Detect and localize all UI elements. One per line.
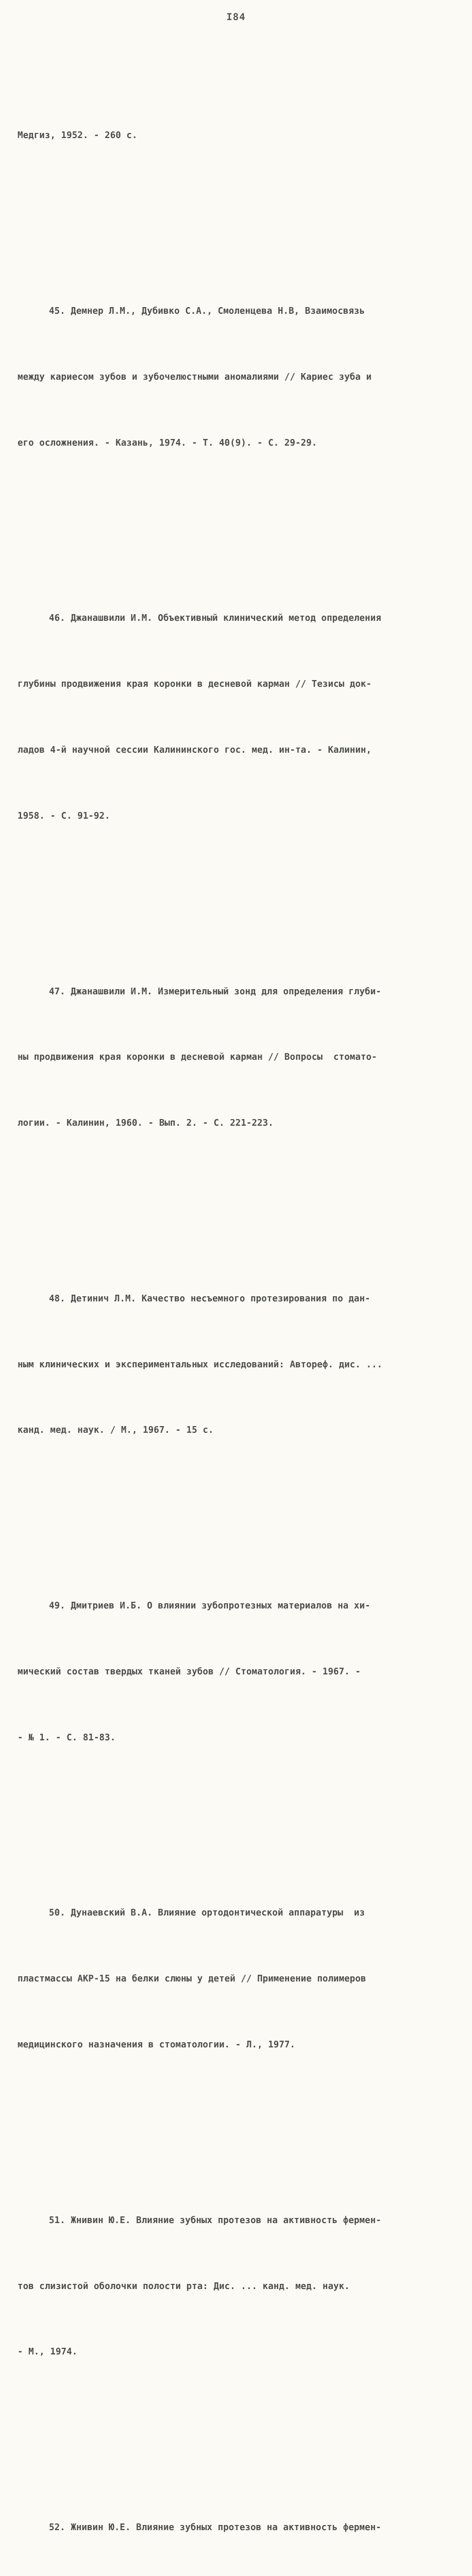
text-line: ны продвижения края коронки в десневой карман // Вопросы стомато-: [18, 1052, 377, 1063]
bibliography-entry-continuation: [18, 81, 461, 191]
text-line: его осложнения. - Казань, 1974. - Т. 40(9). - С. 29-29.: [18, 437, 317, 448]
bibliography-entry-45: [18, 257, 461, 498]
bibliography-entry-52: [18, 2473, 461, 2576]
bibliography-entry-47: [18, 937, 461, 1178]
text-line: пластмассы АКР-15 на белки слюны у детей // Применение полимеров: [18, 1974, 366, 1985]
bibliography-entry-51: [18, 2166, 461, 2408]
bibliography-entry-49: [18, 1551, 461, 1793]
text-line: канд. мед. наук. / М., 1967. - 15 с.: [18, 1425, 214, 1436]
text-line: 46. Джанашвили И.М. Объективный клинический метод определения: [49, 613, 381, 624]
text-line: 48. Детинич Л.М. Качество несъемного протезирования по дан-: [49, 1293, 370, 1304]
text-line: мический состав твердых тканей зубов // Стоматология. - 1967. -: [18, 1666, 361, 1677]
text-line: - М., 1974.: [18, 2347, 78, 2358]
text-line: тов слизистой оболочки полости рта: Дис. ... канд. мед. наук.: [18, 2281, 350, 2292]
text-line: Медгиз, 1952. - 260 с.: [18, 130, 138, 141]
text-line: логии. - Калинин, 1960. - Вып. 2. - С. 221-223.: [18, 1118, 274, 1129]
text-line: 49. Дмитриев И.Б. О влиянии зубопротезных материалов на хи-: [49, 1601, 370, 1612]
page-number: I84: [226, 11, 246, 23]
bibliography-list: [18, 37, 461, 2576]
bibliography-entry-50: [18, 1858, 461, 2100]
text-line: 52. Жнивин Ю.Е. Влияние зубных протезов на активность фермен-: [49, 2522, 381, 2533]
text-line: ным клинических и экспериментальных исследований: Автореф. дис. ...: [18, 1359, 383, 1370]
text-line: - № 1. - С. 81-83.: [18, 1732, 116, 1743]
text-line: 50. Дунаевский В.А. Влияние ортодонтической аппаратуры из: [49, 1908, 365, 1919]
text-line: 1958. - С. 91-92.: [18, 810, 110, 821]
text-line: ладов 4-й научной сессии Калининского гос. мед. ин-та. - Калинин,: [18, 745, 372, 755]
text-line: 51. Жнивин Ю.Е. Влияние зубных протезов на активность фермен-: [49, 2215, 381, 2226]
text-line: медицинского назначения в стоматологии. - Л., 1977.: [18, 2040, 296, 2050]
text-line: глубины продвижения края коронки в десневой карман // Тезисы док-: [18, 679, 372, 690]
text-line: 45. Демнер Л.М., Дубивко С.А., Смоленцева Н.В, Взаимосвязь: [49, 306, 365, 317]
bibliography-entry-46: [18, 564, 461, 871]
text-line: между кариесом зубов и зубочелюстными аномалиями // Кариес зуба и: [18, 371, 372, 382]
bibliography-entry-48: [18, 1244, 461, 1486]
text-line: 47. Джанашвили И.М. Измерительный зонд для определения глуби-: [49, 986, 381, 997]
